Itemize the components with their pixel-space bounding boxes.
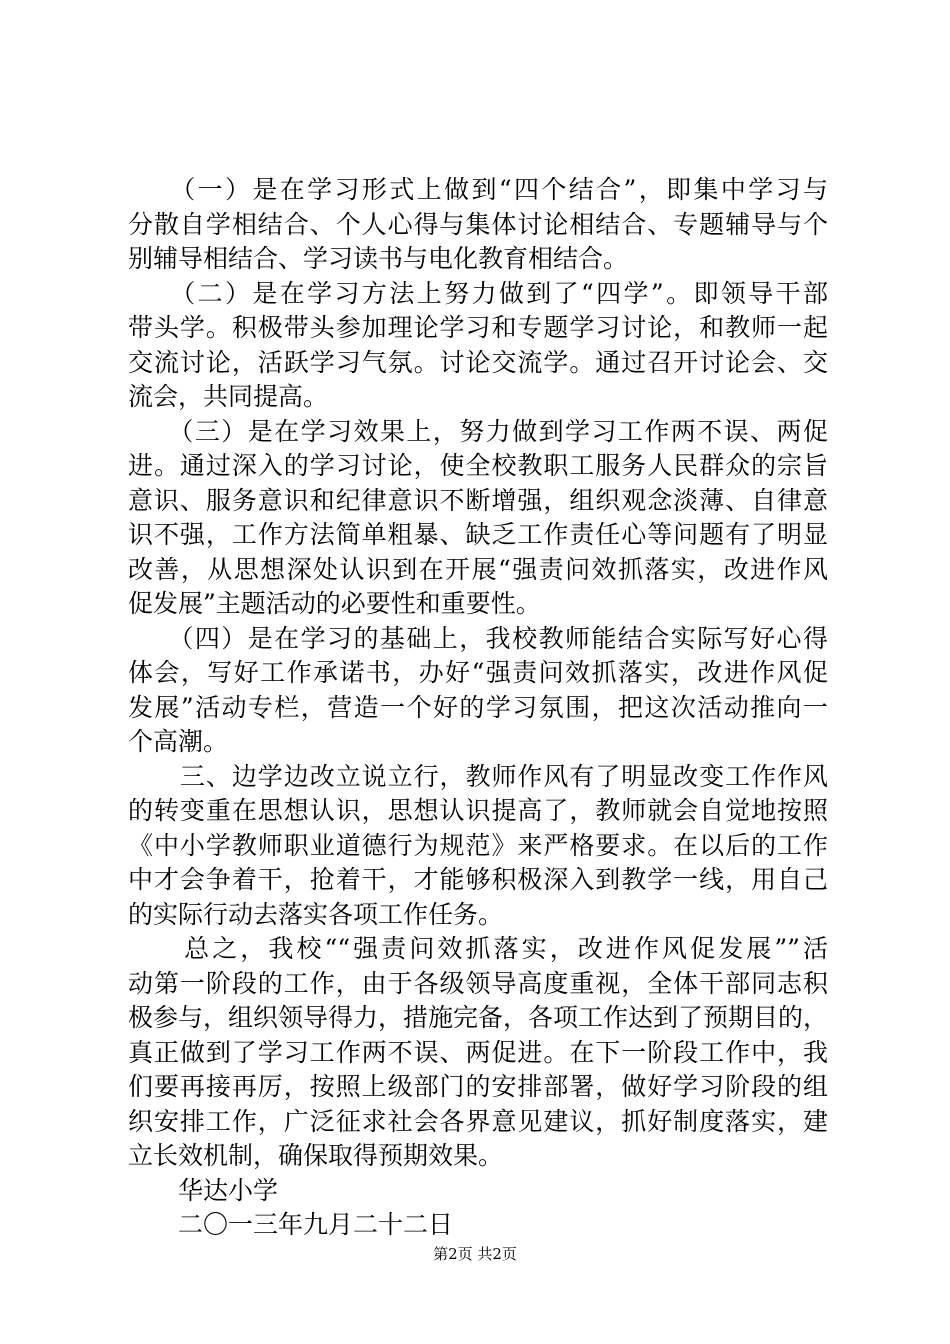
text-line: 《中小学教师职业道德行为规范》来严格要求。在以后的工作 <box>128 830 828 860</box>
text-line: （一）是在学习形式上做到“四个结合”，即集中学习与 <box>128 175 828 204</box>
text-line: 的转变重在思想认识，思想认识提高了，教师就会自觉地按照 <box>128 796 828 825</box>
text-line: 流会，共同提高。 <box>128 382 329 411</box>
text-line: （三）是在学习效果上，努力做到学习工作两不误、两促 <box>128 416 828 446</box>
text-line: 别辅导相结合、学习读书与电化教育相结合。 <box>128 244 629 273</box>
text-line: 立长效机制，确保取得预期效果。 <box>128 1141 504 1170</box>
signature-school: 华达小学 <box>128 1175 279 1205</box>
text-line: 识不强，工作方法简单粗暴、缺乏工作责任心等问题有了明显 <box>128 520 828 549</box>
text-line: 三、边学边改立说立行，教师作风有了明显改变工作作风 <box>128 761 828 791</box>
text-line: 个高潮。 <box>128 727 229 756</box>
signature-date: 二〇一三年九月二十二日 <box>128 1210 454 1239</box>
text-line: 带头学。积极带头参加理论学习和专题学习讨论，和教师一起 <box>128 313 828 342</box>
text-line: 们要再接再厉，按照上级部门的安排部署，做好学习阶段的组 <box>128 1072 828 1101</box>
text-line: 分散自学相结合、个人心得与集体讨论相结合、专题辅导与个 <box>128 209 828 239</box>
text-line: 进。通过深入的学习讨论，使全校教职工服务人民群众的宗旨 <box>128 451 828 480</box>
text-line: 发展”活动专栏，营造一个好的学习氛围，把这次活动推向一 <box>128 692 828 722</box>
text-line: 真正做到了学习工作两不误、两促进。在下一阶段工作中，我 <box>128 1037 828 1067</box>
text-line: （四）是在学习的基础上，我校教师能结合实际写好心得 <box>128 623 828 653</box>
text-line: 极参与，组织领导得力，措施完备，各项工作达到了预期目的， <box>128 1003 829 1032</box>
page-number-footer: 第2页 共2页 <box>433 1245 517 1263</box>
text-line: 动第一阶段的工作，由于各级领导高度重视，全体干部同志积 <box>128 968 828 998</box>
text-line: 织安排工作，广泛征求社会各界意见建议，抓好制度落实，建 <box>128 1106 828 1136</box>
text-line: 总之，我校““强责问效抓落实，改进作风促发展””活 <box>128 934 828 963</box>
text-line: 交流讨论，活跃学习气氛。讨论交流学。通过召开讨论会、交 <box>128 347 828 377</box>
document-body <box>128 173 828 1243</box>
text-line: 体会，写好工作承诺书，办好“强责问效抓落实，改进作风促 <box>128 658 828 687</box>
text-line: 改善，从思想深处认识到在开展“强责问效抓落实，改进作风 <box>128 554 828 584</box>
text-line: 中才会争着干，抢着干，才能够积极深入到教学一线，用自己 <box>128 865 828 894</box>
text-line: 意识、服务意识和纪律意识不断增强，组织观念淡薄、自律意 <box>128 485 828 515</box>
text-line: 的实际行动去落实各项工作任务。 <box>128 899 504 929</box>
text-line: （二）是在学习方法上努力做到了“四学”。即领导干部 <box>128 278 828 308</box>
text-line: 促发展”主题活动的必要性和重要性。 <box>128 589 541 618</box>
